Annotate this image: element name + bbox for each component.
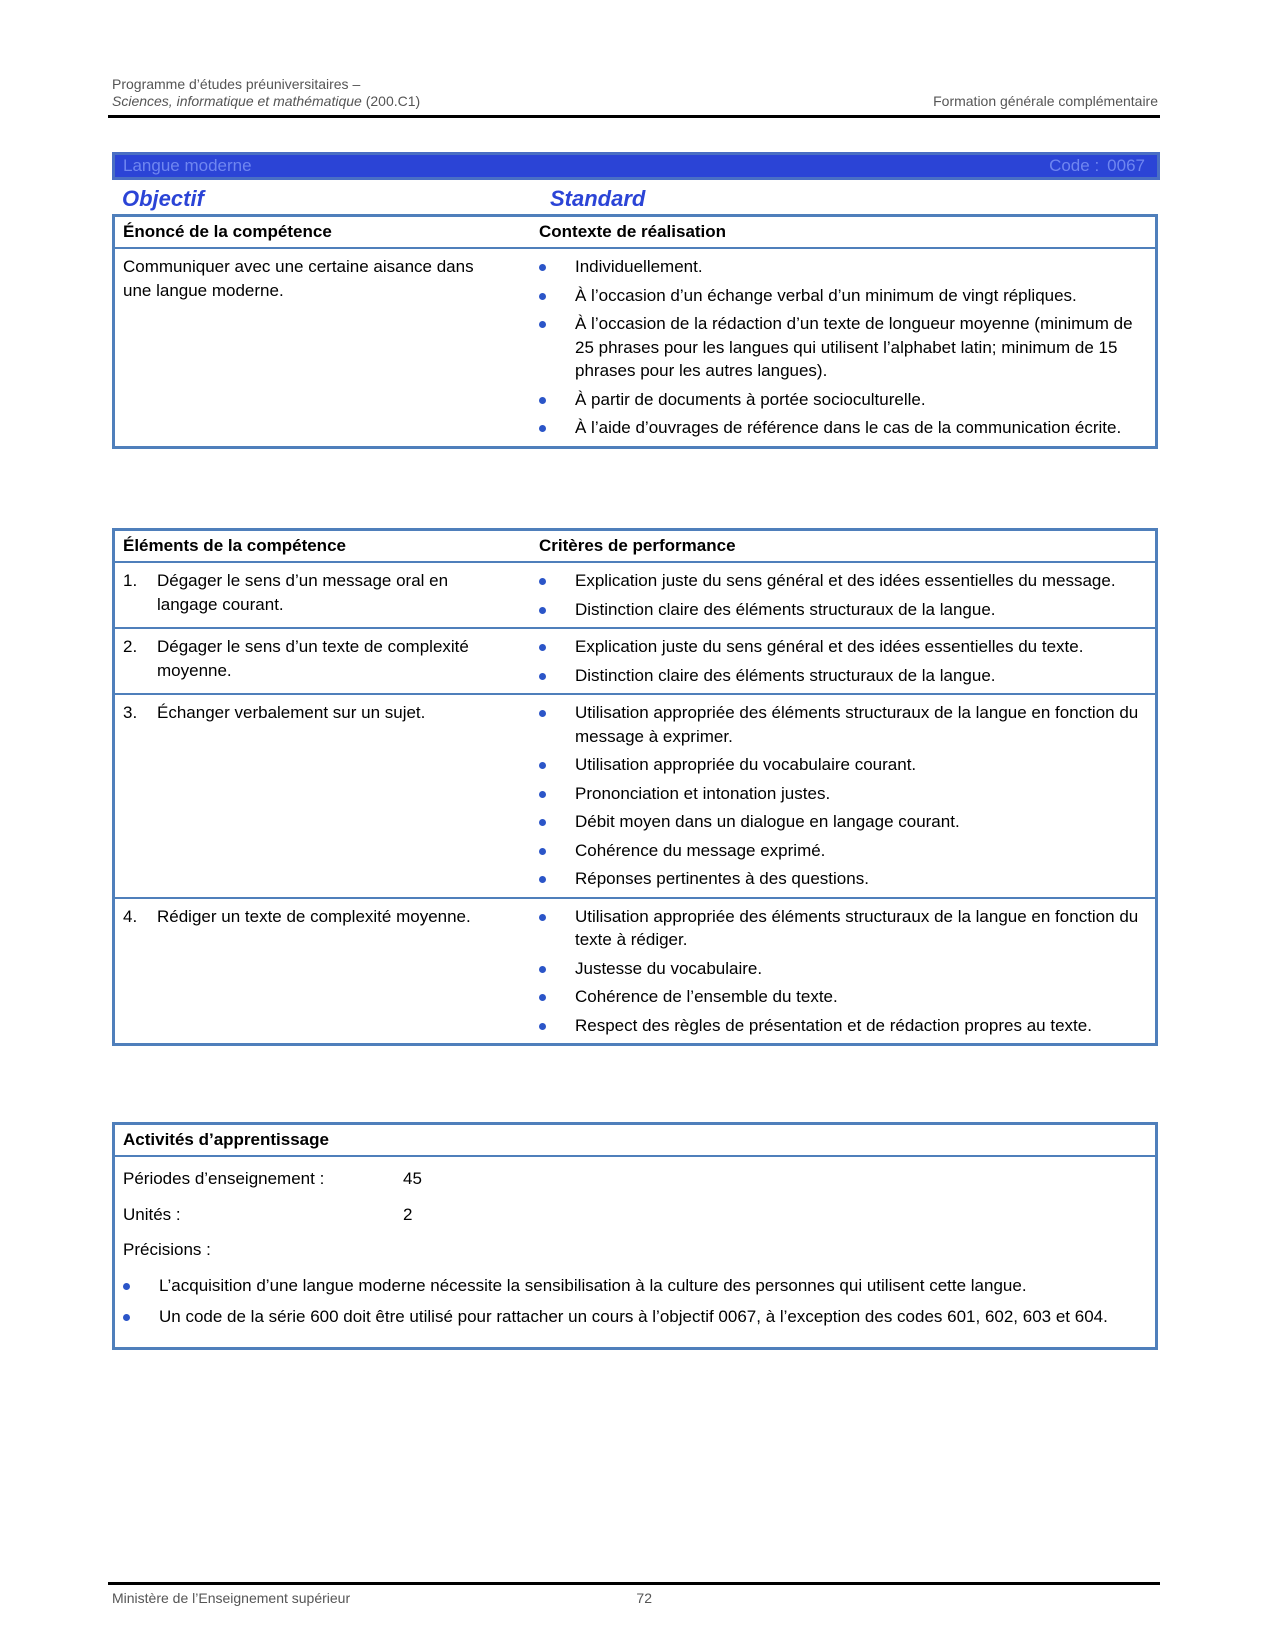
element-text: Rédiger un texte de complexité moyenne. bbox=[157, 906, 471, 926]
element-number: 1. bbox=[123, 571, 138, 590]
criterion-item bbox=[539, 957, 1155, 981]
criterion-item-text: Utilisation appropriée du vocabulaire courant. bbox=[575, 755, 917, 774]
criterion-item-text: Distinction claire des éléments structuraux de la langue. bbox=[575, 665, 996, 685]
criterion-item bbox=[539, 905, 1155, 952]
criteria-list bbox=[539, 569, 1155, 621]
criterion-item bbox=[539, 701, 1155, 748]
periods-row bbox=[123, 1167, 1147, 1191]
bullet-icon bbox=[539, 762, 546, 769]
code-label: Code : bbox=[1049, 156, 1100, 175]
precision-item bbox=[123, 1305, 1147, 1329]
context-item-text: À l’occasion d’un échange verbal d’un minimum de vingt répliques. bbox=[575, 285, 1077, 305]
criteria-list bbox=[539, 905, 1155, 1038]
element-row bbox=[115, 897, 1155, 1044]
criterion-item-text: Débit moyen dans un dialogue en langage courant. bbox=[575, 812, 960, 831]
bullet-icon bbox=[539, 1023, 546, 1030]
context-item bbox=[539, 312, 1155, 383]
bullet-icon bbox=[539, 644, 546, 651]
context-item bbox=[539, 388, 1155, 412]
element-text: Dégager le sens d’un message oral en langage courant. bbox=[157, 571, 449, 614]
units-row bbox=[123, 1203, 1147, 1227]
periods-label: Périodes d’enseignement : bbox=[123, 1169, 325, 1188]
criterion-item bbox=[539, 810, 1155, 834]
precision-item bbox=[123, 1274, 1147, 1298]
context-item bbox=[539, 255, 1155, 279]
criterion-item bbox=[539, 867, 1155, 891]
program-name: Sciences, informatique et mathématique bbox=[112, 93, 362, 109]
criterion-item-text: Utilisation appropriée des éléments structuraux de la langue en fonction du texte à rédiger. bbox=[575, 906, 1139, 949]
bullet-icon bbox=[123, 1314, 130, 1321]
criterion-item bbox=[539, 985, 1155, 1009]
criterion-item bbox=[539, 598, 1155, 622]
periods-value: 45 bbox=[403, 1169, 422, 1188]
program-code: (200.C1) bbox=[365, 93, 421, 109]
element-row bbox=[115, 627, 1155, 693]
criteria-list bbox=[539, 701, 1155, 891]
bullet-icon bbox=[539, 425, 546, 432]
program-line: Programme d’études préuniversitaires – bbox=[112, 76, 361, 92]
bullet-icon bbox=[539, 914, 546, 921]
context-header: Contexte de réalisation bbox=[539, 222, 727, 241]
competence-table bbox=[112, 214, 1158, 449]
precision-item-text: Un code de la série 600 doit être utilisé pour rattacher un cours à l’objectif 0067, à l’exception des codes 601, 602, 603 et 604. bbox=[159, 1307, 1108, 1326]
element-number: 2. bbox=[123, 637, 138, 656]
element-text: Échanger verbalement sur un sujet. bbox=[157, 703, 426, 722]
context-item-text: Individuellement. bbox=[575, 257, 703, 276]
bullet-icon bbox=[539, 848, 546, 855]
context-item bbox=[539, 416, 1155, 440]
criterion-item-text: Distinction claire des éléments structuraux de la langue. bbox=[575, 599, 996, 619]
context-item bbox=[539, 284, 1155, 308]
criterion-item-text: Cohérence du message exprimé. bbox=[575, 840, 826, 860]
criterion-item bbox=[539, 839, 1155, 863]
competence-statement: Communiquer avec une certaine aisance dans une langue moderne. bbox=[123, 257, 474, 300]
precisions-label: Précisions : bbox=[123, 1240, 211, 1259]
criterion-item-text: Explication juste du sens général et des idées essentielles du message. bbox=[575, 571, 1116, 590]
bullet-icon bbox=[539, 673, 546, 680]
criterion-item-text: Justesse du vocabulaire. bbox=[575, 958, 763, 978]
criterion-item-text: Cohérence de l’ensemble du texte. bbox=[575, 987, 838, 1006]
footer bbox=[112, 1590, 652, 1606]
bullet-icon bbox=[539, 578, 546, 585]
criterion-item bbox=[539, 635, 1155, 659]
page-number: 72 bbox=[636, 1590, 652, 1606]
criterion-item-text: Prononciation et intonation justes. bbox=[575, 783, 831, 803]
bullet-icon bbox=[539, 607, 546, 614]
context-item-text: À l’occasion de la rédaction d’un texte de longueur moyenne (minimum de 25 phrases pour les langues qui utilisent l’alphabet latin; minimum de 15 phrases pour les autres langues). bbox=[575, 314, 1133, 380]
activities-table bbox=[112, 1122, 1158, 1350]
elements-table bbox=[112, 528, 1158, 1046]
program-title bbox=[112, 93, 420, 110]
criteria-header: Critères de performance bbox=[539, 536, 736, 555]
header-rule bbox=[108, 115, 1160, 118]
bullet-icon bbox=[539, 710, 546, 717]
competence-header bbox=[115, 217, 1155, 249]
running-header bbox=[112, 76, 1158, 110]
precision-item-text: L’acquisition d’une langue moderne nécessite la sensibilisation à la culture des personnes qui utilisent cette langue. bbox=[159, 1275, 1027, 1295]
criterion-item-text: Explication juste du sens général et des idées essentielles du texte. bbox=[575, 637, 1084, 656]
element-row bbox=[115, 563, 1155, 627]
criteria-list bbox=[539, 635, 1155, 687]
standard-label: Standard bbox=[550, 186, 646, 211]
context-item-text: À partir de documents à portée socioculturelle. bbox=[575, 389, 926, 409]
criterion-item-text: Respect des règles de présentation et de rédaction propres au texte. bbox=[575, 1015, 1092, 1035]
criterion-item bbox=[539, 753, 1155, 777]
ministry-name: Ministère de l’Enseignement supérieur bbox=[112, 1590, 351, 1606]
competence-row bbox=[115, 249, 1155, 446]
bullet-icon bbox=[539, 321, 546, 328]
precisions-list bbox=[123, 1274, 1147, 1329]
course-code bbox=[1049, 156, 1145, 176]
objective-label: Objectif bbox=[122, 186, 204, 211]
bullet-icon bbox=[539, 819, 546, 826]
criterion-item bbox=[539, 664, 1155, 688]
bullet-icon bbox=[539, 966, 546, 973]
bullet-icon bbox=[539, 264, 546, 271]
criterion-item bbox=[539, 782, 1155, 806]
footer-rule bbox=[108, 1582, 1160, 1585]
statement-header: Énoncé de la compétence bbox=[123, 222, 332, 241]
code-value: 0067 bbox=[1107, 156, 1145, 175]
bullet-icon bbox=[539, 293, 546, 300]
objective-standard-row bbox=[122, 186, 1152, 212]
bullet-icon bbox=[539, 397, 546, 404]
bullet-icon bbox=[539, 876, 546, 883]
criterion-item-text: Réponses pertinentes à des questions. bbox=[575, 869, 869, 888]
bullet-icon bbox=[123, 1283, 130, 1290]
elements-header bbox=[115, 531, 1155, 563]
context-item-text: À l’aide d’ouvrages de référence dans le cas de la communication écrite. bbox=[575, 418, 1122, 437]
criterion-item-text: Utilisation appropriée des éléments structuraux de la langue en fonction du message à exprimer. bbox=[575, 703, 1139, 746]
title-bar bbox=[112, 152, 1160, 180]
activities-header: Activités d’apprentissage bbox=[115, 1125, 1155, 1157]
units-label: Unités : bbox=[123, 1204, 181, 1224]
element-number: 3. bbox=[123, 703, 138, 722]
element-text: Dégager le sens d’un texte de complexité moyenne. bbox=[157, 637, 469, 680]
context-list bbox=[539, 255, 1155, 440]
course-title: Langue moderne bbox=[123, 156, 252, 175]
bullet-icon bbox=[539, 791, 546, 798]
elements-header-left: Éléments de la compétence bbox=[123, 536, 346, 555]
criterion-item bbox=[539, 569, 1155, 593]
element-row bbox=[115, 693, 1155, 897]
bullet-icon bbox=[539, 994, 546, 1001]
units-value: 2 bbox=[403, 1204, 413, 1224]
element-number: 4. bbox=[123, 906, 138, 926]
section-name: Formation générale complémentaire bbox=[933, 93, 1158, 109]
criterion-item bbox=[539, 1014, 1155, 1038]
